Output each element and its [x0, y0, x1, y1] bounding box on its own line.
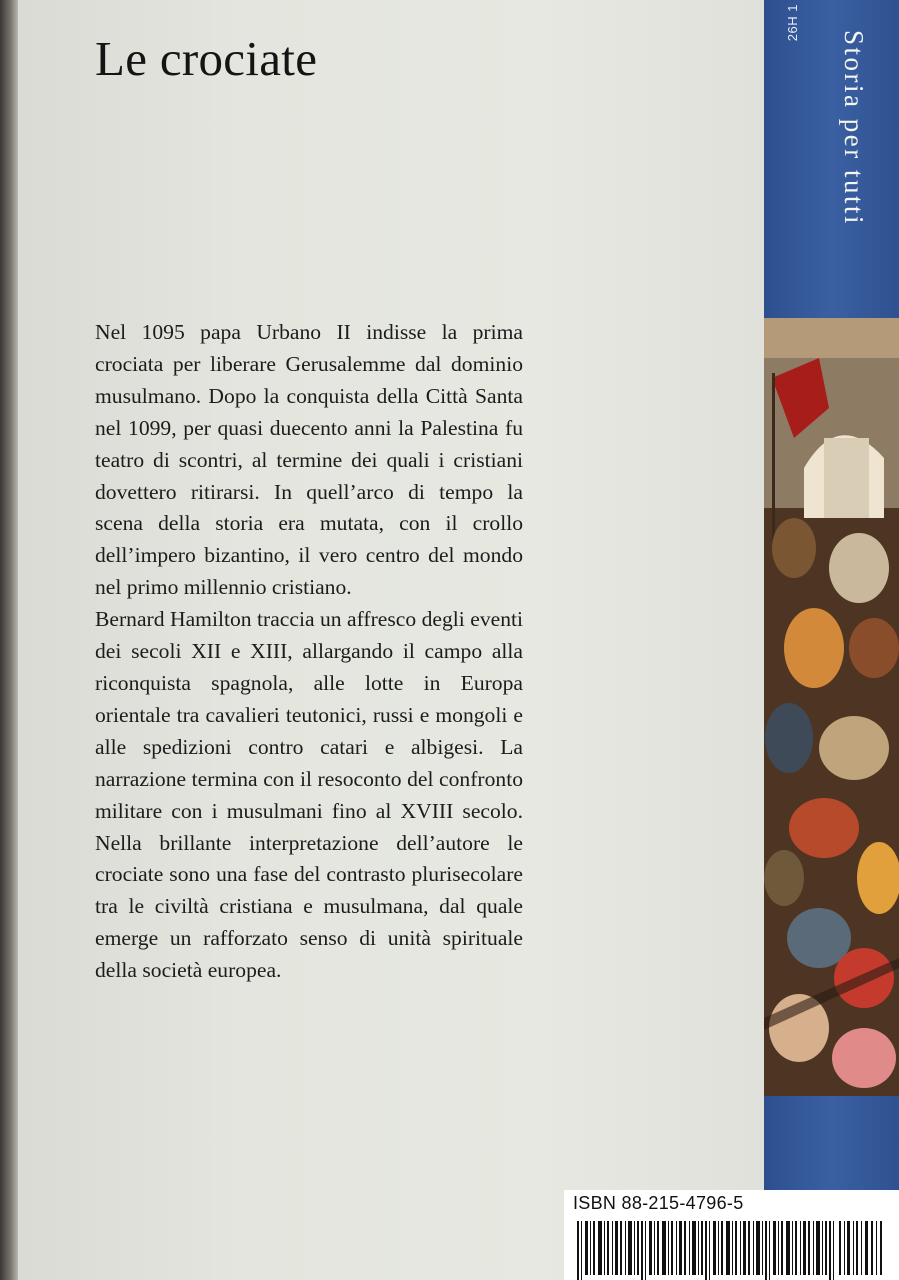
cover-blurb — [95, 317, 523, 987]
blurb-paragraph-2: Bernard Hamilton traccia un affresco degli eventi dei secoli XII e XIII, allargando il campo alla riconquista spagnola, alle lotte in Europa orientale tra cavalieri teutonici, russi e mongoli e alle spedizioni contro catari e albigesi. La narrazione termina con il resoconto del confronto militare con i musulmani fino al XVIII secolo. Nella brillante interpretazione dell’autore le crociate sono una fase del contrasto plurisecolare tra le civiltà cristiana e musulmana, dal quale emerge un rafforzato senso di unità spirituale della società europea. — [95, 607, 523, 983]
catalog-code: 26H 1 — [785, 4, 800, 42]
series-name: Storia per tutti — [839, 30, 869, 226]
barcode — [577, 1221, 887, 1280]
blurb-paragraph-1: Nel 1095 papa Urbano II indisse la prima crociata per liberare Gerusalemme dal dominio musulmano. Dopo la conquista della Città Santa nel 1099, per quasi duecento anni la Palestina fu teatro di scontri, al termine dei quali i cristiani dovettero ritirarsi. In quell’arco di tempo la scena della storia era mutata, con il crollo dell’impero bizantino, il vero centro del mondo nel primo millennio cristiano. — [95, 320, 523, 600]
isbn-text: ISBN 88-215-4796-5 — [573, 1193, 744, 1213]
cover-painting — [764, 318, 899, 1096]
book-spine-edge — [0, 0, 18, 1280]
book-title: Le crociate — [95, 31, 318, 86]
